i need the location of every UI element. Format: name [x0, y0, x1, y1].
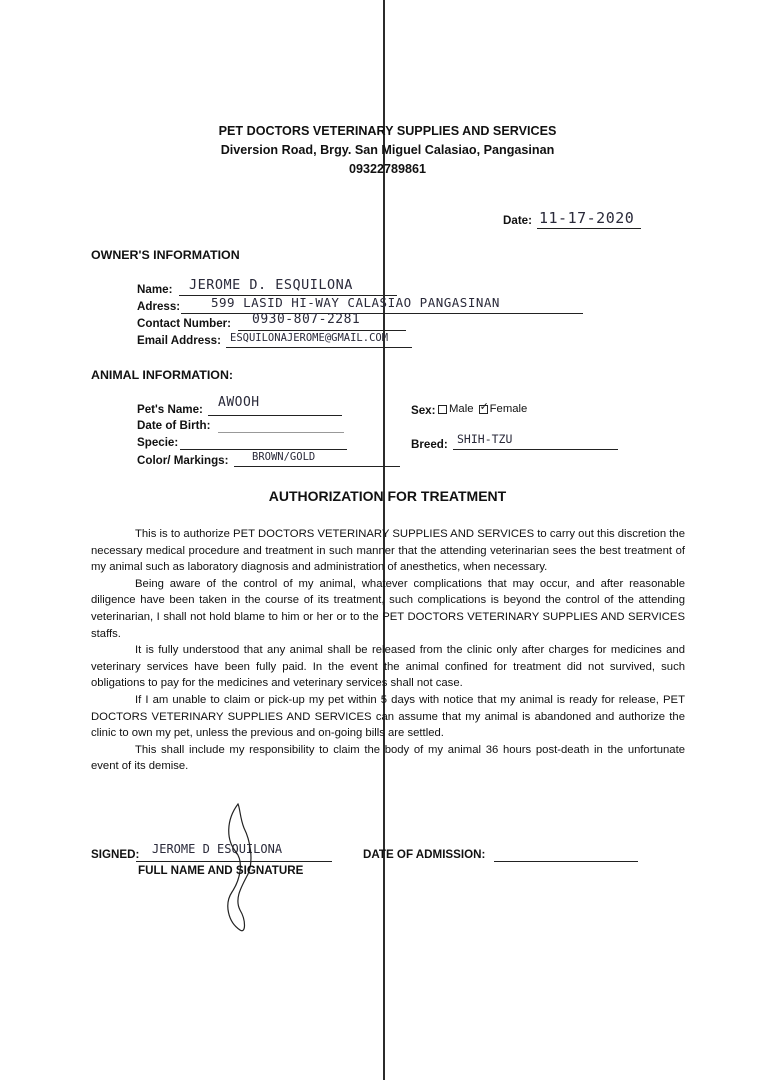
- sex-male-label: Male: [449, 403, 474, 415]
- animal-section-title: ANIMAL INFORMATION:: [91, 368, 234, 382]
- owner-name-label: Name:: [137, 283, 173, 296]
- color-field: [234, 451, 400, 467]
- breed-value: SHIH-TZU: [457, 432, 513, 446]
- pet-name-field: [208, 395, 342, 416]
- owner-contact-field: [238, 312, 406, 331]
- authorization-paragraph-3: It is fully understood that any animal shall be released from the clinic only after charges for medicines and veterinary services have been fully paid. In the event the animal confined for treatment did not survived, such obligations to pay for the medicines and veterinary services shall not case.: [91, 644, 685, 690]
- sex-male-checkbox[interactable]: [438, 405, 447, 414]
- owner-address-label: Adress:: [137, 300, 181, 313]
- authorization-title: AUTHORIZATION FOR TREATMENT: [268, 488, 507, 504]
- specie-field: [180, 434, 347, 450]
- date-label: Date:: [503, 214, 532, 227]
- owner-name-value: JEROME D. ESQUILONA: [189, 277, 353, 293]
- authorization-paragraph-4: If I am unable to claim or pick-up my pet within 5 days with notice that my animal is ready for release, PET DOCTORS VETERINARY SUPPLIES AND SERVICES can assume that my animal is abandoned and authorize the clinic to own my pet, unless the previous and on-going bills are settled.: [91, 693, 685, 740]
- color-value: BROWN/GOLD: [252, 451, 316, 463]
- owner-email-value: ESQUILONAJEROME@GMAIL.COM: [230, 332, 389, 344]
- owner-address-field: [181, 295, 583, 314]
- clinic-phone: 09322789861: [348, 162, 427, 176]
- pet-name-value: AWOOH: [218, 395, 260, 410]
- owner-section-title: OWNER'S INFORMATION: [91, 248, 240, 262]
- owner-contact-label: Contact Number:: [137, 317, 232, 330]
- date-value: 11-17-2020: [539, 209, 635, 227]
- specie-label: Specie:: [137, 436, 179, 449]
- color-label: Color/ Markings:: [137, 454, 229, 467]
- signed-label: SIGNED:: [91, 848, 140, 861]
- sex-female-label: Female: [489, 403, 528, 415]
- clinic-address: Diversion Road, Brgy. San Miguel Calasiao, Pangasinan: [220, 143, 555, 157]
- breed-label: Breed:: [411, 438, 448, 451]
- sex-female-checkbox[interactable]: ✓: [479, 400, 489, 413]
- dob-label: Date of Birth:: [137, 419, 211, 432]
- sex-label: Sex:: [411, 404, 436, 417]
- owner-contact-value: 0930-807-2281: [252, 312, 361, 327]
- owner-email-label: Email Address:: [137, 334, 221, 347]
- authorization-paragraph-5: This shall include my responsibility to claim the body of my animal 36 hours post-death in the unfortunate event of its demise.: [91, 743, 685, 773]
- signed-value: JEROME D ESQUILONA: [152, 842, 283, 856]
- breed-field: [453, 434, 618, 450]
- date-field: [537, 209, 641, 229]
- admission-date-label: DATE OF ADMISSION:: [363, 848, 486, 861]
- admission-date-field: [494, 845, 638, 862]
- authorization-paragraph-1: This is to authorize PET DOCTORS VETERINARY SUPPLIES AND SERVICES to carry out this discretion the necessary medical procedure and treatment in such manner that the attending veterinarian sees the best treatment of my animal such as laboratory diagnosis and administration of anesthetics, when necessary.: [91, 528, 685, 574]
- signature-caption: FULL NAME AND SIGNATURE: [138, 864, 304, 877]
- owner-email-field: [226, 332, 412, 348]
- dob-field: [218, 417, 344, 433]
- authorization-text: [91, 526, 685, 775]
- clinic-name: PET DOCTORS VETERINARY SUPPLIES AND SERVICES: [218, 124, 557, 138]
- owner-address-value: 599 LASID HI-WAY CALASIAO PANGASINAN: [211, 295, 500, 310]
- pet-name-label: Pet's Name:: [137, 403, 203, 416]
- authorization-paragraph-2: Being aware of the control of my animal, whatever complications that may occur, and after reasonable diligence have been taken in the course of its treatment, such complications is beyond the control of the attending veterinarian, I shall not hold blame to him or her or to the PET DOCTORS VETERINARY SUPPLIES AND SERVICES staffs.: [91, 577, 685, 640]
- owner-name-field: [179, 277, 397, 296]
- sex-options: [436, 400, 528, 415]
